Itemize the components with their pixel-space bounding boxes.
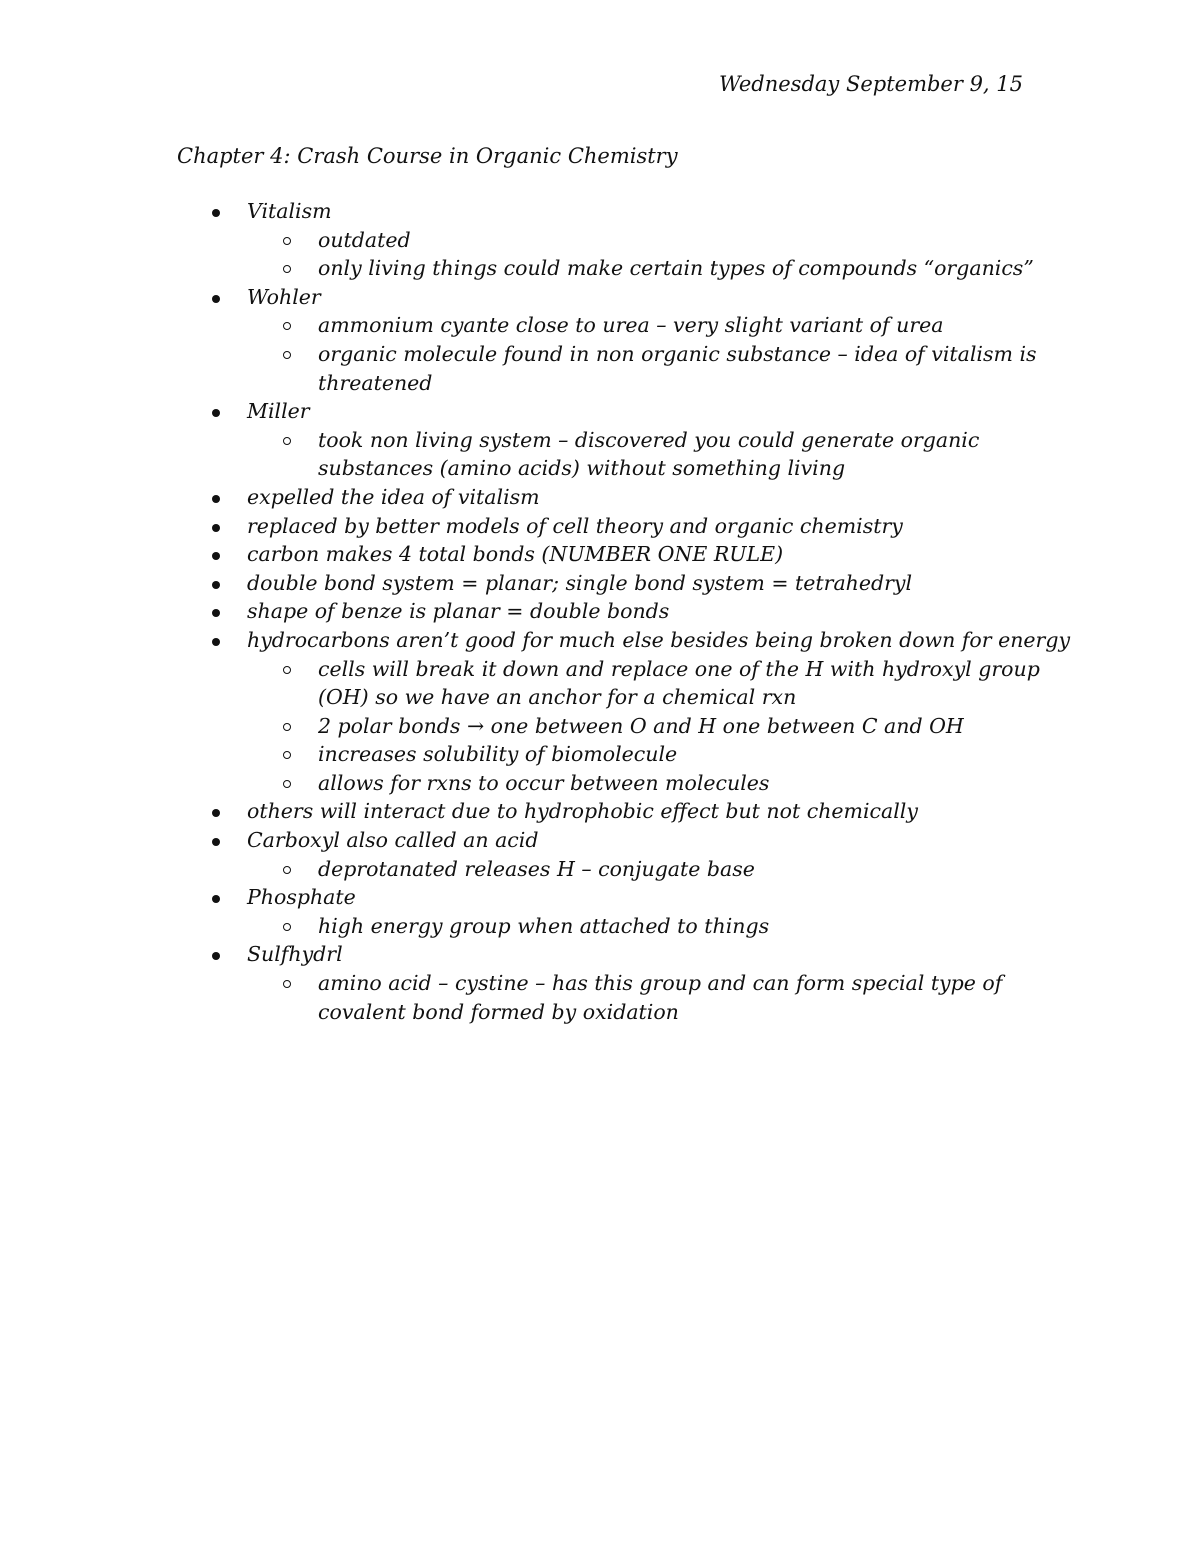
bullet-dot-icon [212,581,220,589]
note-text: increases solubility of biomolecule [318,742,678,767]
bullet-item [0,483,1200,512]
continuation-line [0,454,1200,483]
bullet-circle-icon [283,980,291,988]
note-text: double bond system = planar; single bond system = tetrahedryl [247,570,913,595]
note-text: substances (amino acids) without something living [318,456,846,481]
note-text: Miller [247,399,310,424]
continuation-line [0,369,1200,398]
note-text: Wohler [247,284,321,309]
note-text: only living things could make certain types of compounds “organics” [318,256,1034,281]
note-text: Vitalism [247,199,332,223]
note-text: amino acid – cystine – has this group and can form special type of [318,971,1003,996]
bullet-dot-icon [212,552,220,560]
note-text: outdated [318,227,411,252]
note-text: took non living system – discovered you could generate organic [318,427,980,452]
note-text: cells will break it down and replace one of the H with hydroxyl group [318,656,1040,681]
bullet-circle-icon [283,666,291,674]
sub-bullet-item [0,712,1200,741]
note-text: expelled the idea of vitalism [247,484,540,509]
sub-bullet-item [0,254,1200,283]
bullet-item [0,883,1200,912]
sub-bullet-item [0,655,1200,684]
sub-bullet-item [0,912,1200,941]
bullet-item [0,626,1200,655]
note-text: allows for rxns to occur between molecules [318,770,770,795]
bullet-circle-icon [283,866,291,874]
bullet-circle-icon [283,723,291,731]
sub-bullet-item [0,226,1200,255]
note-text: Sulfhydrl [247,942,343,967]
bullet-circle-icon [283,780,291,788]
note-text: others will interact due to hydrophobic effect but not chemically [247,799,918,824]
bullet-dot-icon [212,809,220,817]
bullet-circle-icon [283,237,291,245]
note-text: carbon makes 4 total bonds (NUMBER ONE RULE) [247,542,784,567]
bullet-item [0,283,1200,312]
bullet-dot-icon [212,524,220,532]
bullet-item [0,797,1200,826]
note-text: ammonium cyante close to urea – very slight variant of urea [318,313,944,338]
page-title: Chapter 4: Crash Course in Organic Chemistry [177,144,678,168]
bullet-circle-icon [283,322,291,330]
note-text: Phosphate [247,885,356,910]
bullet-circle-icon [283,923,291,931]
bullet-dot-icon [212,895,220,903]
bullet-item [0,197,1200,226]
bullet-item [0,940,1200,969]
sub-bullet-item [0,340,1200,369]
bullet-dot-icon [212,609,220,617]
bullet-item [0,826,1200,855]
bullet-dot-icon [212,295,220,303]
bullet-circle-icon [283,437,291,445]
note-text: shape of benze is planar = double bonds [247,599,670,624]
note-text: deprotanated releases H – conjugate base [318,856,755,881]
note-text: organic molecule found in non organic substance – idea of vitalism is [318,341,1037,366]
bullet-item [0,540,1200,569]
continuation-line [0,998,1200,1027]
bullet-item [0,397,1200,426]
date-header: Wednesday September 9, 15 [718,72,1023,96]
bullet-dot-icon [212,638,220,646]
note-text: covalent bond formed by oxidation [318,999,679,1024]
note-text: threatened [318,370,433,395]
bullet-item [0,597,1200,626]
note-text: (OH) so we have an anchor for a chemical rxn [318,685,797,710]
sub-bullet-item [0,426,1200,455]
note-text: replaced by better models of cell theory and organic chemistry [247,513,903,538]
bullet-dot-icon [212,409,220,417]
bullet-item [0,512,1200,541]
sub-bullet-item [0,740,1200,769]
sub-bullet-item [0,855,1200,884]
sub-bullet-item [0,769,1200,798]
bullet-circle-icon [283,351,291,359]
bullet-dot-icon [212,952,220,960]
sub-bullet-item [0,311,1200,340]
bullet-dot-icon [212,495,220,503]
sub-bullet-item [0,969,1200,998]
bullet-circle-icon [283,751,291,759]
bullet-circle-icon [283,265,291,273]
note-text: Carboxyl also called an acid [247,828,539,853]
bullet-item [0,569,1200,598]
bullet-dot-icon [212,838,220,846]
note-text: high energy group when attached to things [318,913,770,938]
note-text: 2 polar bonds → one between O and H one between C and OH [318,713,964,738]
notes-list [0,197,1200,1026]
note-text: hydrocarbons aren’t good for much else besides being broken down for energy [247,627,1071,652]
continuation-line [0,683,1200,712]
bullet-dot-icon [212,209,220,217]
